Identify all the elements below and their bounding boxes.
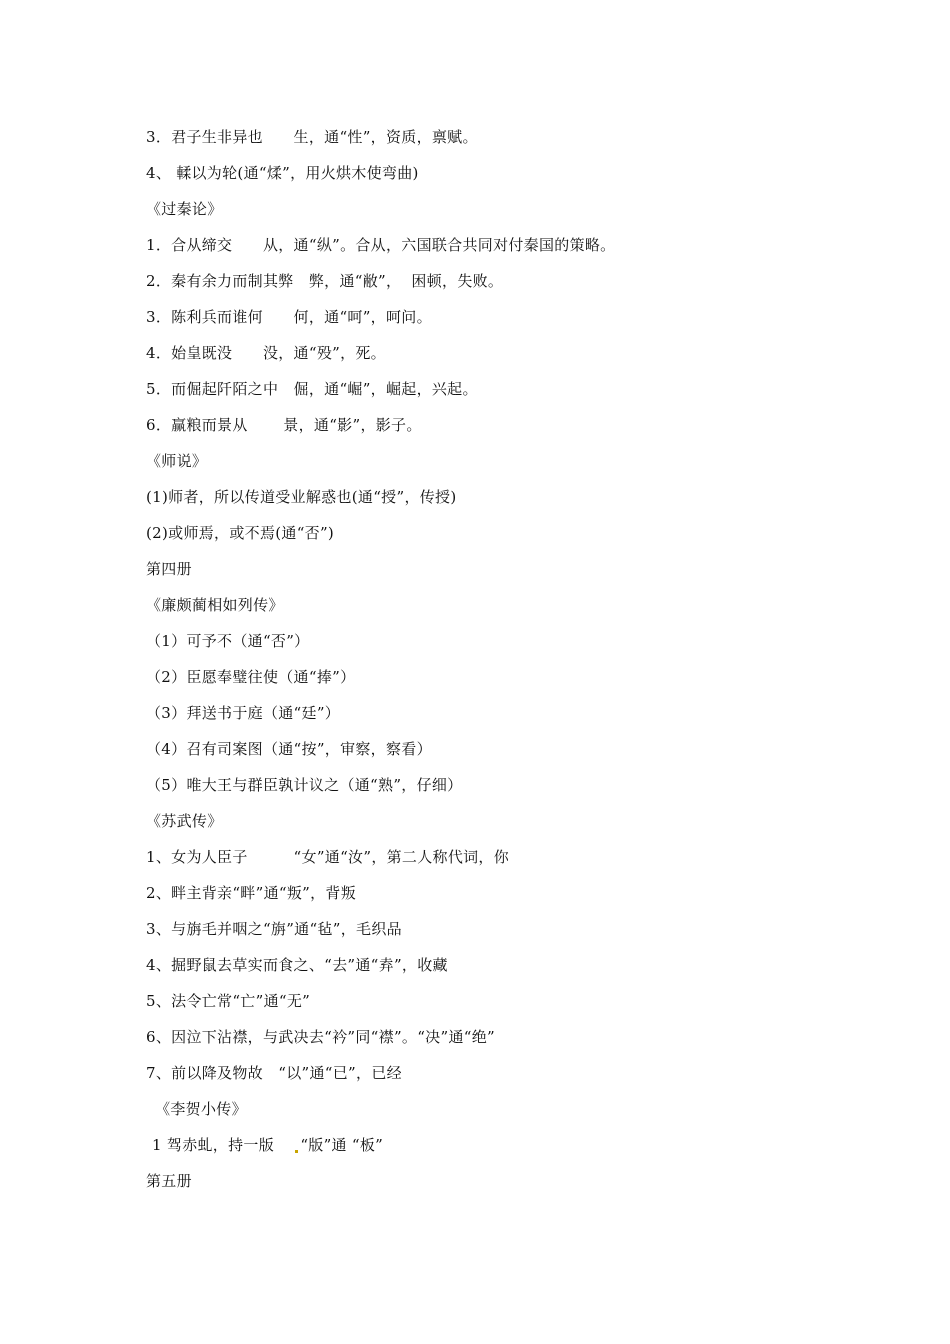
text-line: （1）可予不（通“否”） xyxy=(146,632,310,650)
text-line: 4、 輮以为轮(通“煣”，用火烘木使弯曲) xyxy=(146,164,419,182)
text-line: （3）拜送书于庭（通“廷”） xyxy=(146,704,341,722)
text-line-end: “版”通 “板” xyxy=(300,1136,384,1154)
text-line: 3．陈利兵而谁何 何，通“呵”，呵问。 xyxy=(146,308,432,326)
emphasis-dot-icon xyxy=(295,1150,298,1153)
text-line: (2)或师焉，或不焉(通“否”) xyxy=(146,524,335,542)
section-title: 《苏武传》 xyxy=(146,812,223,830)
text-line: 3、与旃毛并咽之“旃”通“毡”，毛织品 xyxy=(146,920,402,938)
section-title: 《李贺小传》 xyxy=(150,1100,247,1118)
text-line: 7、前以降及物故 “以”通“已”，已经 xyxy=(146,1064,402,1082)
section-title: 《师说》 xyxy=(146,452,208,470)
text-line: （4）召有司案图（通“按”，审察，察看） xyxy=(146,740,432,758)
text-line: 1、女为人臣子 “女”通“汝”，第二人称代词，你 xyxy=(146,848,510,866)
text-line: 2、畔主背亲“畔”通“叛”，背叛 xyxy=(146,884,357,902)
text-line: 6．赢粮而景从 景，通“影”，影子。 xyxy=(146,416,422,434)
text-line: 6、因泣下沾襟，与武决去“衿”同“襟”。“决”通“绝” xyxy=(146,1028,495,1046)
section-title: 《过秦论》 xyxy=(146,200,223,218)
volume-heading: 第五册 xyxy=(146,1172,192,1190)
text-line: 5、法令亡常“亡”通“无” xyxy=(146,992,311,1010)
text-line: （2）臣愿奉璧往使（通“捧”） xyxy=(146,668,356,686)
volume-heading: 第四册 xyxy=(146,560,192,578)
text-line: (1)师者，所以传道受业解惑也(通“授”，传授) xyxy=(146,488,457,506)
section-title: 《廉颇蔺相如列传》 xyxy=(146,596,284,614)
text-line: 2．秦有余力而制其弊 弊，通“敝”， 困顿，失败。 xyxy=(146,272,504,290)
text-line: （5）唯大王与群臣孰计议之（通“熟”，仔细） xyxy=(146,776,463,794)
text-line-start: 1 驾赤虬，持一版 xyxy=(152,1136,290,1154)
text-line: 4．始皇既没 没，通“殁”，死。 xyxy=(146,344,386,362)
text-line: 1．合从缔交 从，通“纵”。合从，六国联合共同对付秦国的策略。 xyxy=(146,236,616,254)
text-line: 5．而倔起阡陌之中 倔，通“崛”，崛起，兴起。 xyxy=(146,380,478,398)
text-line: 3．君子生非异也 生，通“性”，资质，禀赋。 xyxy=(146,128,478,146)
text-line: 4、掘野鼠去草实而食之、“去”通“弆”，收藏 xyxy=(146,956,448,974)
text-line xyxy=(152,1135,383,1155)
